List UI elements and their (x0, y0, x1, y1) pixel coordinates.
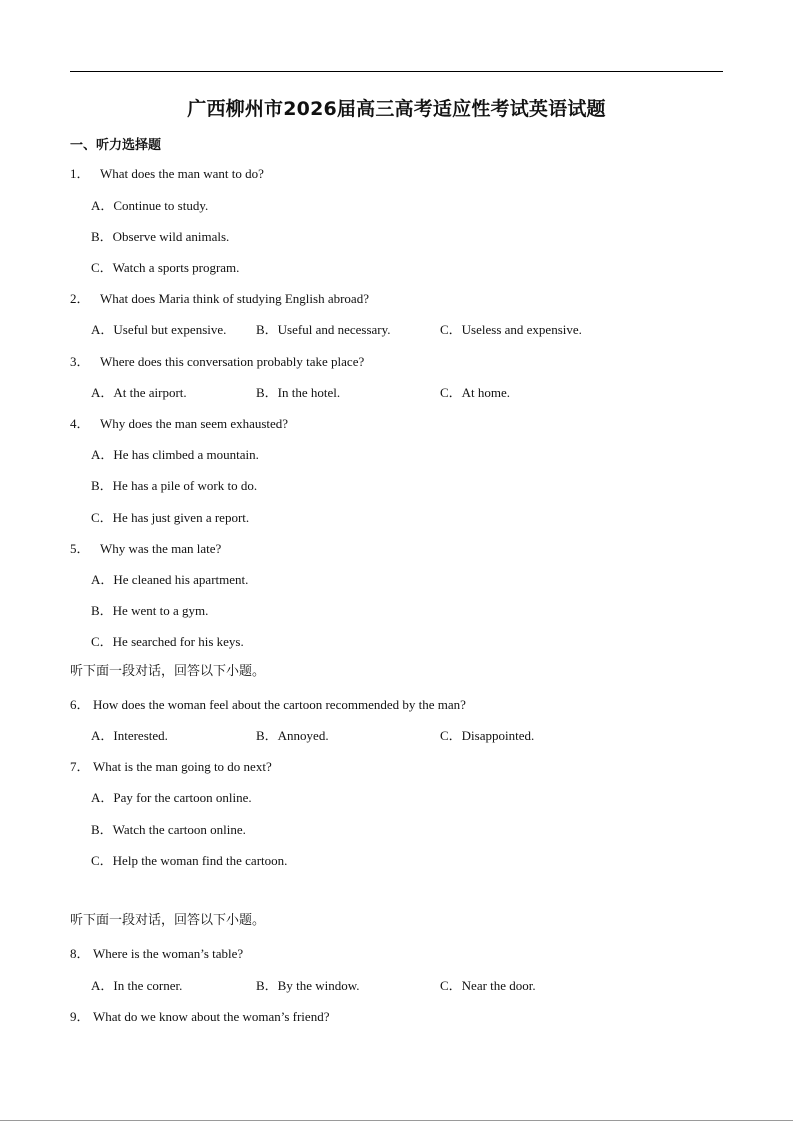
page-title: 广西柳州市2026届高三高考适应性考试英语试题 (187, 98, 606, 120)
option-a: A．Interested. (91, 728, 168, 743)
option-b: B．He went to a gym. (91, 603, 209, 618)
option-a: A．Useful but expensive. (91, 322, 227, 337)
question-text: What is the man going to do next? (93, 759, 272, 774)
question-number: 2． (70, 291, 90, 306)
option-c: C．Help the woman find the cartoon. (91, 853, 288, 868)
option-a: A．At the airport. (91, 385, 187, 400)
question-text: What do we know about the woman’s friend? (93, 1009, 330, 1024)
option-b: B．Useful and necessary. (256, 322, 391, 337)
question-text: What does the man want to do? (100, 166, 264, 181)
question-text: Where does this conversation probably take place? (100, 354, 365, 369)
instruction-text: 听下面一段对话，回答以下小题。 (70, 664, 266, 679)
option-c: C．Watch a sports program. (91, 260, 240, 275)
question-number: 8． (70, 946, 90, 961)
option-c: C．He searched for his keys. (91, 634, 244, 649)
page-bottom-edge (0, 1120, 793, 1121)
question-text: Why was the man late? (100, 541, 222, 556)
header-rule (70, 71, 723, 72)
question-1 (70, 166, 264, 182)
question-4 (70, 416, 288, 432)
option-b: B．Observe wild animals. (91, 229, 230, 244)
question-number: 5． (70, 541, 90, 556)
option-a: A．In the corner. (91, 978, 183, 993)
option-a: A．He cleaned his apartment. (91, 572, 249, 587)
instruction-text: 听下面一段对话，回答以下小题。 (70, 913, 266, 928)
question-number: 6． (70, 697, 90, 712)
option-c: C．At home. (440, 385, 511, 400)
question-6 (70, 697, 466, 713)
question-text: What does Maria think of studying English abroad? (100, 291, 369, 306)
option-b: B．Annoyed. (256, 728, 329, 743)
option-c: C．He has just given a report. (91, 510, 250, 525)
question-9 (70, 1009, 329, 1025)
question-text: Why does the man seem exhausted? (100, 416, 289, 431)
question-7 (70, 759, 272, 775)
question-number: 9． (70, 1009, 90, 1024)
question-number: 4． (70, 416, 90, 431)
question-3 (70, 354, 364, 370)
option-a: A．Continue to study. (91, 198, 209, 213)
option-c: C．Useless and expensive. (440, 322, 582, 337)
option-b: B．In the hotel. (256, 385, 341, 400)
section-heading: 一、听力选择题 (70, 138, 162, 153)
option-a: A．Pay for the cartoon online. (91, 790, 252, 805)
option-a: A．He has climbed a mountain. (91, 447, 259, 462)
question-number: 3． (70, 354, 90, 369)
question-number: 1． (70, 166, 90, 181)
question-8 (70, 946, 243, 962)
question-2 (70, 291, 369, 307)
option-b: B．He has a pile of work to do. (91, 478, 258, 493)
option-b: B．Watch the cartoon online. (91, 822, 246, 837)
question-text: How does the woman feel about the cartoon recommended by the man? (93, 697, 466, 712)
option-c: C．Disappointed. (440, 728, 535, 743)
option-c: C．Near the door. (440, 978, 536, 993)
question-text: Where is the woman’s table? (93, 946, 244, 961)
option-b: B．By the window. (256, 978, 360, 993)
question-5 (70, 541, 221, 557)
question-number: 7． (70, 759, 90, 774)
